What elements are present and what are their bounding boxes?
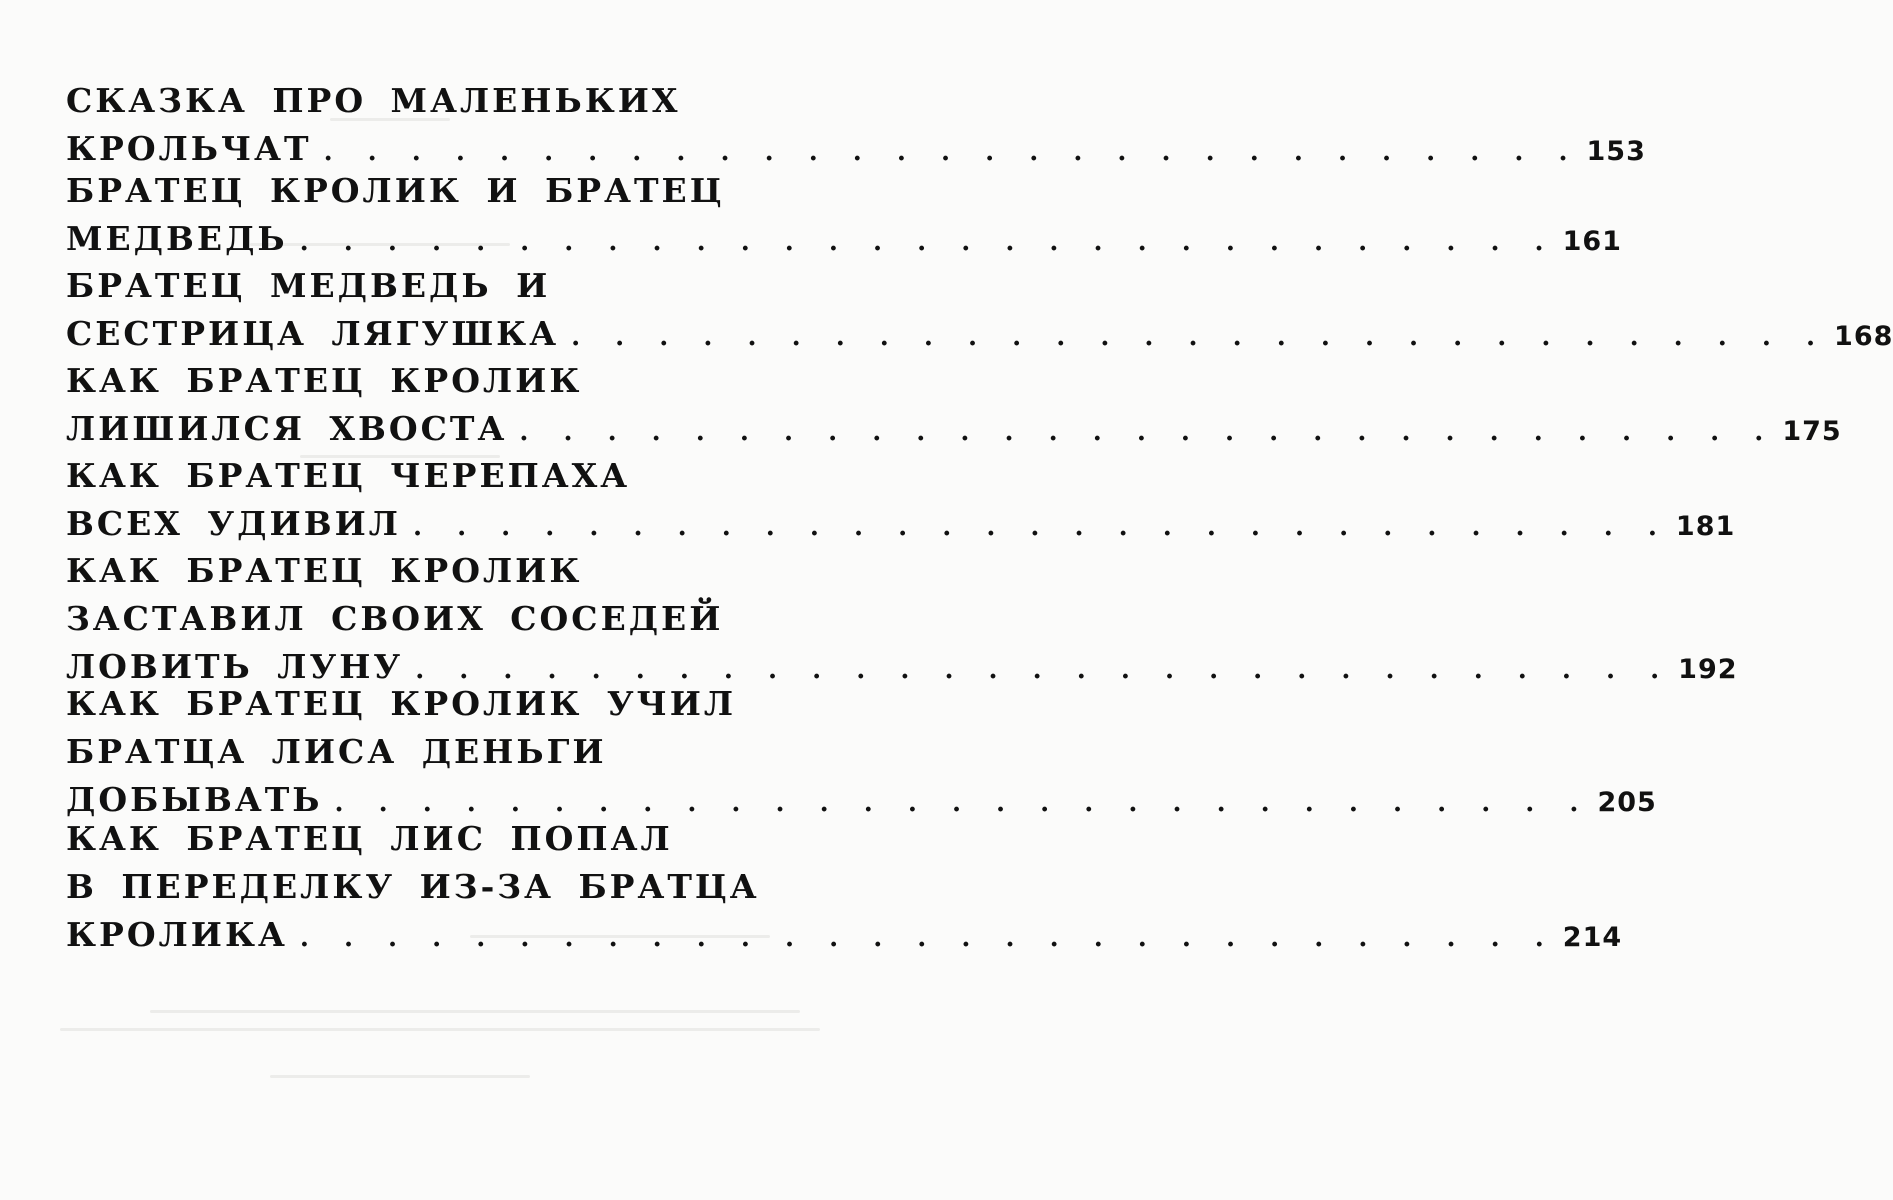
- entry-title-line: КАК БРАТЕЦ ЛИС ПОПАЛ: [66, 819, 673, 858]
- toc-entry: [66, 680, 1657, 824]
- page-number: 192: [1678, 654, 1738, 685]
- entry-title-line: КАК БРАТЕЦ ЧЕРЕПАХА: [66, 456, 631, 495]
- toc-entry: [66, 452, 1736, 548]
- dot-leader: . . . . . . . . . . . . . . . . . . . . . . . . . . . . .: [412, 512, 1670, 542]
- entry-title-line: КРОЛЬЧАТ: [66, 129, 312, 168]
- page-number: 181: [1675, 511, 1736, 542]
- dot-leader: . . . . . . . . . . . . . . . . . . . . . . . . . . . . .: [299, 923, 1557, 953]
- entry-title-line: КАК БРАТЕЦ КРОЛИК УЧИЛ: [66, 684, 737, 723]
- paper-texture: [60, 1028, 820, 1031]
- entry-title-line: БРАТЕЦ МЕДВЕДЬ И: [66, 266, 551, 305]
- entry-title-line: СЕСТРИЦА ЛЯГУШКА: [66, 314, 560, 353]
- page-number: 168: [1834, 321, 1893, 352]
- dot-leader: . . . . . . . . . . . . . . . . . . . . . . . . . . . . .: [519, 417, 1777, 447]
- entry-title-line: ДОБЫВАТЬ: [66, 780, 323, 819]
- dot-leader: . . . . . . . . . . . . . . . . . . . . . . . . . . . . .: [415, 655, 1673, 685]
- entry-title-line: МЕДВЕДЬ: [66, 219, 288, 258]
- entry-title-line: КАК БРАТЕЦ КРОЛИК: [66, 361, 583, 400]
- entry-title-line: ЗАСТАВИЛ СВОИХ СОСЕДЕЙ: [66, 599, 724, 638]
- page-number: 161: [1562, 226, 1622, 257]
- entry-title-line: КАК БРАТЕЦ КРОЛИК: [66, 551, 583, 590]
- dot-leader: . . . . . . . . . . . . . . . . . . . . . . . . . . . . .: [299, 227, 1557, 257]
- entry-last-line: [66, 125, 1646, 173]
- entry-last-line: [66, 405, 1842, 453]
- entry-title-line: СКАЗКА ПРО МАЛЕНЬКИХ: [66, 81, 681, 120]
- dot-leader: . . . . . . . . . . . . . . . . . . . . . . . . . . . . .: [323, 137, 1581, 167]
- toc-entry: [66, 815, 1623, 959]
- entry-last-line: [66, 911, 1623, 959]
- page-number: 175: [1782, 416, 1842, 447]
- entry-last-line: [66, 310, 1893, 358]
- entry-last-line: [66, 215, 1622, 263]
- paper-texture: [150, 1010, 800, 1013]
- toc-entry: [66, 547, 1738, 691]
- entry-title-line: ВСЕХ УДИВИЛ: [66, 504, 401, 543]
- page-number: 205: [1597, 787, 1657, 818]
- page-number: 214: [1562, 922, 1623, 953]
- entry-title-line: КРОЛИКА: [66, 915, 288, 954]
- toc-entry: [66, 77, 1646, 173]
- toc-entry: [66, 167, 1622, 263]
- paper-texture: [270, 1075, 530, 1078]
- toc-entry: [66, 262, 1893, 358]
- entry-title-line: ЛИШИЛСЯ ХВОСТА: [66, 409, 508, 448]
- dot-leader: . . . . . . . . . . . . . . . . . . . . . . . . . . . . .: [334, 788, 1592, 818]
- entry-title-line: БРАТЕЦ КРОЛИК И БРАТЕЦ: [66, 171, 725, 210]
- entry-title-line: ЛОВИТЬ ЛУНУ: [66, 647, 404, 686]
- dot-leader: . . . . . . . . . . . . . . . . . . . . . . . . . . . . .: [571, 322, 1829, 352]
- entry-title-line: БРАТЦА ЛИСА ДЕНЬГИ: [66, 732, 607, 771]
- entry-title-line: В ПЕРЕДЕЛКУ ИЗ-ЗА БРАТЦА: [66, 867, 760, 906]
- toc-entry: [66, 357, 1842, 453]
- entry-last-line: [66, 500, 1736, 548]
- page-number: 153: [1586, 136, 1646, 167]
